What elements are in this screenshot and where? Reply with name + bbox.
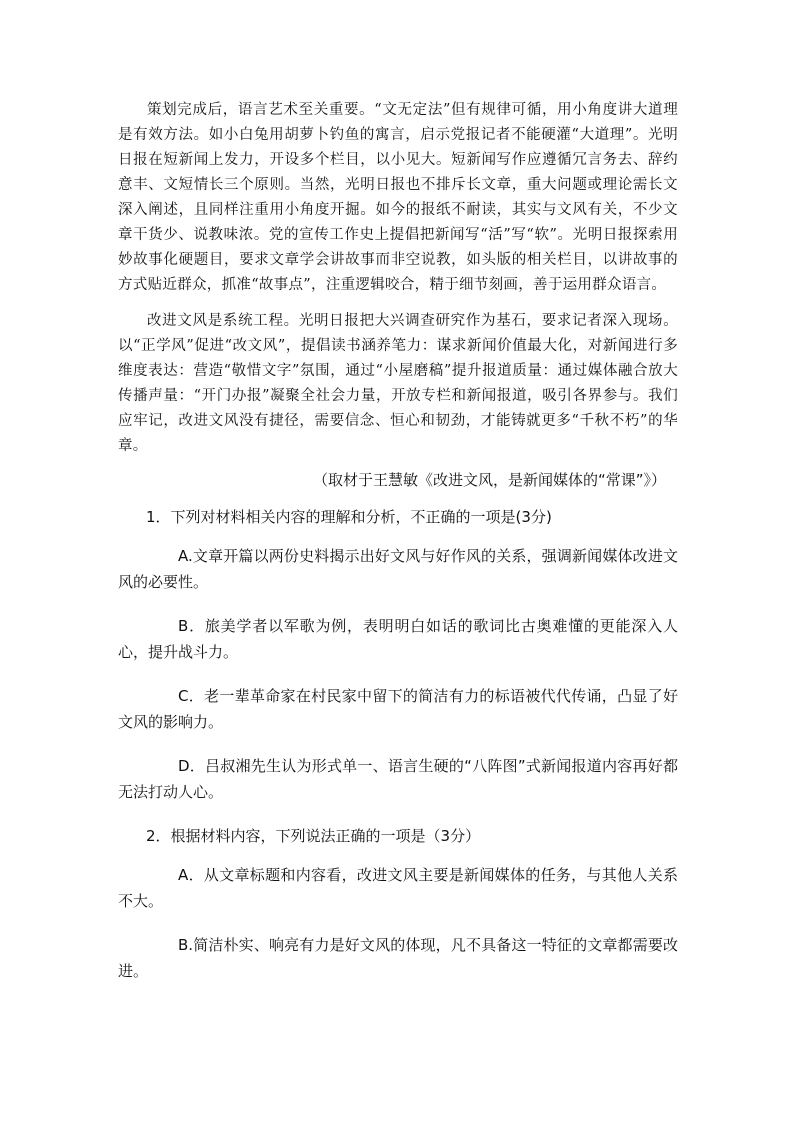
question-2 xyxy=(118,823,678,984)
question-1 xyxy=(118,504,678,805)
article-paragraph-1: 策划完成后，语言艺术至关重要。“文无定法”但有规律可循，用小角度讲大道理是有效方法。如小白兔用胡萝卜钓鱼的寓言，启示党报记者不能硬灌“大道理”。光明日报在短新闻上发力，开设多个栏目，以小见大。短新闻写作应遵循冗言务去、辞约意丰、文短情长三个原则。当然，光明日报也不排斥长文章，重大问题或理论需长文深入阐述，且同样注重用小角度开掘。如今的报纸不耐读，其实与文风有关，不少文章干货少、说教味浓。党的宣传工作史上提倡把新闻写“活”写“软”。光明日报探索用妙故事化硬题目，要求文章学会讲故事而非空说教，如头版的相关栏目，以讲故事的方式贴近群众，抓准“故事点”，注重逻辑咬合，精于细节刻画，善于运用群众语言。 xyxy=(118,102,678,293)
question-2-option-a: A．从文章标题和内容看，改进文风主要是新闻媒体的任务，与其他人关系不大。 xyxy=(118,866,678,910)
question-1-stem: 1．下列对材料相关内容的理解和分析，不正确的一项是(3分) xyxy=(146,508,552,526)
exam-page xyxy=(118,98,678,1002)
question-1-option-a: A.文章开篇以两份史料揭示出好文风与好作风的关系，强调新闻媒体改进文风的必要性。 xyxy=(118,547,678,591)
question-1-option-b: B．旅美学者以军歌为例，表明明白如话的歌词比古奥难懂的更能深入人心，提升战斗力。 xyxy=(118,617,678,661)
article-paragraph-2: 改进文风是系统工程。光明日报把大兴调查研究作为基石，要求记者深入现场。以“正学风”促进“改文风”，提倡读书涵养笔力：谋求新闻价值最大化，对新闻进行多维度表达：营造“敬惜文字”氛围，通过“小屋磨稿”提升报道质量：通过媒体融合放大传播声量：“开门办报”凝聚全社会力量，开放专栏和新闻报道，吸引各界参与。我们应牢记，改进文风没有捷径，需要信念、恒心和韧劲，才能铸就更多“千秋不朽”的华章。 xyxy=(118,313,678,454)
question-2-stem: 2．根据材料内容，下列说法正确的一项是（3分） xyxy=(146,827,481,845)
question-2-option-b: B.简洁朴实、响亮有力是好文风的体现，凡不具备这一特征的文章都需要改进。 xyxy=(118,936,678,980)
article-source-citation: （取材于王慧敏《改进文风，是新闻媒体的“常课”》） xyxy=(312,471,666,489)
question-1-option-c: C．老一辈革命家在村民家中留下的简洁有力的标语被代代传诵，凸显了好文风的影响力。 xyxy=(118,687,678,731)
question-1-option-d: D．吕叔湘先生认为形式单一、语言生硬的“八阵图”式新闻报道内容再好都无法打动人心。 xyxy=(118,757,678,801)
